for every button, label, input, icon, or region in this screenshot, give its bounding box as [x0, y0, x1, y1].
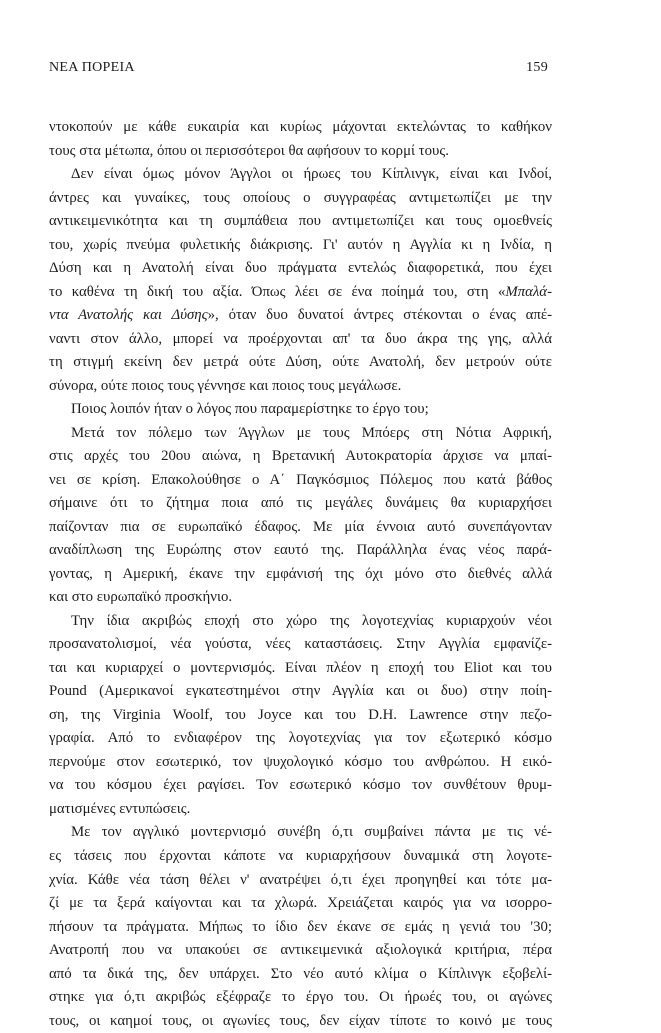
text-line: Ανατροπή που να υπακούει σε αντικειμενικά αξιολογικά κριτήρια, πέρα — [49, 942, 552, 959]
text-line: νει σε κρίση. Επακολούθησε ο Α΄ Παγκόσμιος Πόλεμος που κατά βάθος — [49, 471, 552, 488]
text-line: Ποιος λοιπόν ήταν ο λόγος που παραμερίστηκε το έργο του; — [71, 401, 429, 418]
text-line: σήμαινε ότι το ζήτημα ποια από τις μεγάλες δυνάμεις θα κυριαρχήσει — [49, 495, 552, 512]
text-line: αντικειμενικότητα και τη συμπάθεια που αντιμετωπίζει και τους ομοεθνείς — [49, 213, 552, 230]
text-line: τους στα μέτωπα, όπου οι περισσότεροι θα αφήσουν το κορμί τους. — [49, 142, 449, 159]
text-line: τους, οι καημοί τους, οι αγωνίες τους, δεν είχαν τίποτε το κοινό με τους — [49, 1012, 552, 1029]
text-line: ναντι στον άλλο, μπορεί να προέρχονται απ' τα δυο άκρα της γης, αλλά — [49, 330, 552, 347]
text-line: Την ίδια ακριβώς εποχή στο χώρο της λογοτεχνίας κυριαρχούν νέοι — [71, 612, 552, 629]
text-line: προσανατολισμοί, νέα γούστα, νέες καταστάσεις. Στην Αγγλία εμφανίζε- — [49, 636, 552, 653]
text-line: από τα δικά της, δεν υπάρχει. Στο νέο αυτό κλίμα ο Κίπλινγκ εξοβελί- — [49, 965, 552, 982]
text-line: ες τάσεις που έρχονται κάποτε να κυριαρχήσουν δυναμικά στη λογοτε- — [49, 847, 552, 864]
text-line: να του κόσμου έχει ραγίσει. Τον εσωτερικό κόσμο τον συνθέτουν θρυμ- — [49, 777, 552, 794]
text-line: ντοκοπούν με κάθε ευκαιρία και κυρίως μάχονται εκτελώντας το καθήκον — [49, 119, 552, 135]
text-line: αναδίπλωση της Ευρώπης στον εαυτό της. Παράλληλα ένας νέος παρά- — [49, 542, 552, 559]
text-line: ζί με τα ξερά καίγονται και τα χλωρά. Χρειάζεται καιρός για να ισορρο- — [49, 895, 552, 912]
text-line: άντρες και γυναίκες, τους οποίους ο συγγραφέας αντιμετωπίζει με την — [49, 189, 552, 206]
text-line: χνία. Κάθε νέα τάση θέλει ν' ανατρέψει ό,τι έχει προηγηθεί και τότε μα- — [49, 871, 552, 888]
text-line: περνούμε στον εσωτερικό, τον ψυχολογικό κόσμο του ανθρώπου. Η εικό- — [49, 753, 552, 770]
text-line: στηκε για ό,τι ακριβώς εξέφραζε το έργο του. Οι ήρωές του, οι αγώνες — [49, 989, 552, 1006]
text-line: τη στιγμή εκείνη δεν μετρά ούτε Δύση, ούτε Ανατολή, δεν μετρούν ούτε — [49, 354, 552, 371]
text-line: παίζονταν πια σε ευρωπαϊκό έδαφος. Με μία έννοια αυτό συνεπάγονταν — [49, 518, 552, 535]
poem-title: Μπαλά- — [505, 283, 552, 300]
body-text — [49, 116, 552, 1033]
text-line: Δύση και η Ανατολή είναι δυο πράγματα εντελώς διαφορετικά, που έχει — [49, 260, 552, 277]
text-line: στις αρχές του 20ου αιώνα, η Βρετανική Αυτοκρατορία άρχισε να μπαί- — [49, 448, 552, 465]
text-line: του, χωρίς πνεύμα φυλετικής διάκρισης. Γι' αυτόν η Αγγλία κι η Ινδία, η — [49, 236, 552, 253]
text-line: ματισμένες εντυπώσεις. — [49, 800, 191, 817]
text-line: σύνορα, ούτε ποιος τους γέννησε και ποιος τους μεγάλωσε. — [49, 377, 402, 394]
running-title: ΝΕΑ ΠΟΡΕΙΑ — [49, 60, 135, 75]
text-line: Δεν είναι όμως μόνον Άγγλοι οι ήρωες του Κίπλινγκ, είναι και Ινδοί, — [71, 166, 552, 183]
running-head — [49, 60, 548, 80]
text-line: ντα Ανατολής και Δύσης», όταν δυο δυνατοί άντρες στέκονται ο ένας απέ- — [49, 307, 553, 324]
poem-title: ντα Ανατολής και Δύσης — [49, 307, 208, 324]
text-line: πήσουν τα πράγματα. Μήπως το ίδιο δεν έκανε σε εμάς η γενιά του '30; — [49, 918, 552, 935]
page-number: 159 — [526, 60, 548, 75]
text-line: Pound (Αμερικανοί εγκατεστημένοι στην Αγγλία και οι δυο) στην ποίη- — [49, 683, 552, 700]
text-line: και στο ευρωπαϊκό προσκήνιο. — [49, 589, 233, 606]
text-line: Με τον αγγλικό μοντερνισμό συνέβη ό,τι συμβαίνει πάντα με τις νέ- — [71, 824, 552, 841]
text-line: γραφία. Από το ενδιαφέρον της λογοτεχνίας για τον εξωτερικό κόσμο — [49, 730, 552, 747]
text-line: το καθένα τη δική του αξία. Όπως λέει σε ένα ποίημά του, στη «Μπαλά- — [49, 283, 552, 300]
text-line: Μετά τον πόλεμο των Άγγλων με τους Μπόερς στη Νότια Αφρική, — [71, 424, 552, 441]
text-line: ται και κυριαρχεί ο μοντερνισμός. Είναι πλέον η εποχή του Eliot και του — [49, 659, 552, 676]
text-line: γοντας, η Αμερική, έκανε την εμφάνισή της όχι μόνο στο διεθνές αλλά — [49, 565, 552, 582]
text-line: ση, της Virginia Woolf, του Joyce και του D.H. Lawrence στην πεζο- — [49, 706, 552, 723]
